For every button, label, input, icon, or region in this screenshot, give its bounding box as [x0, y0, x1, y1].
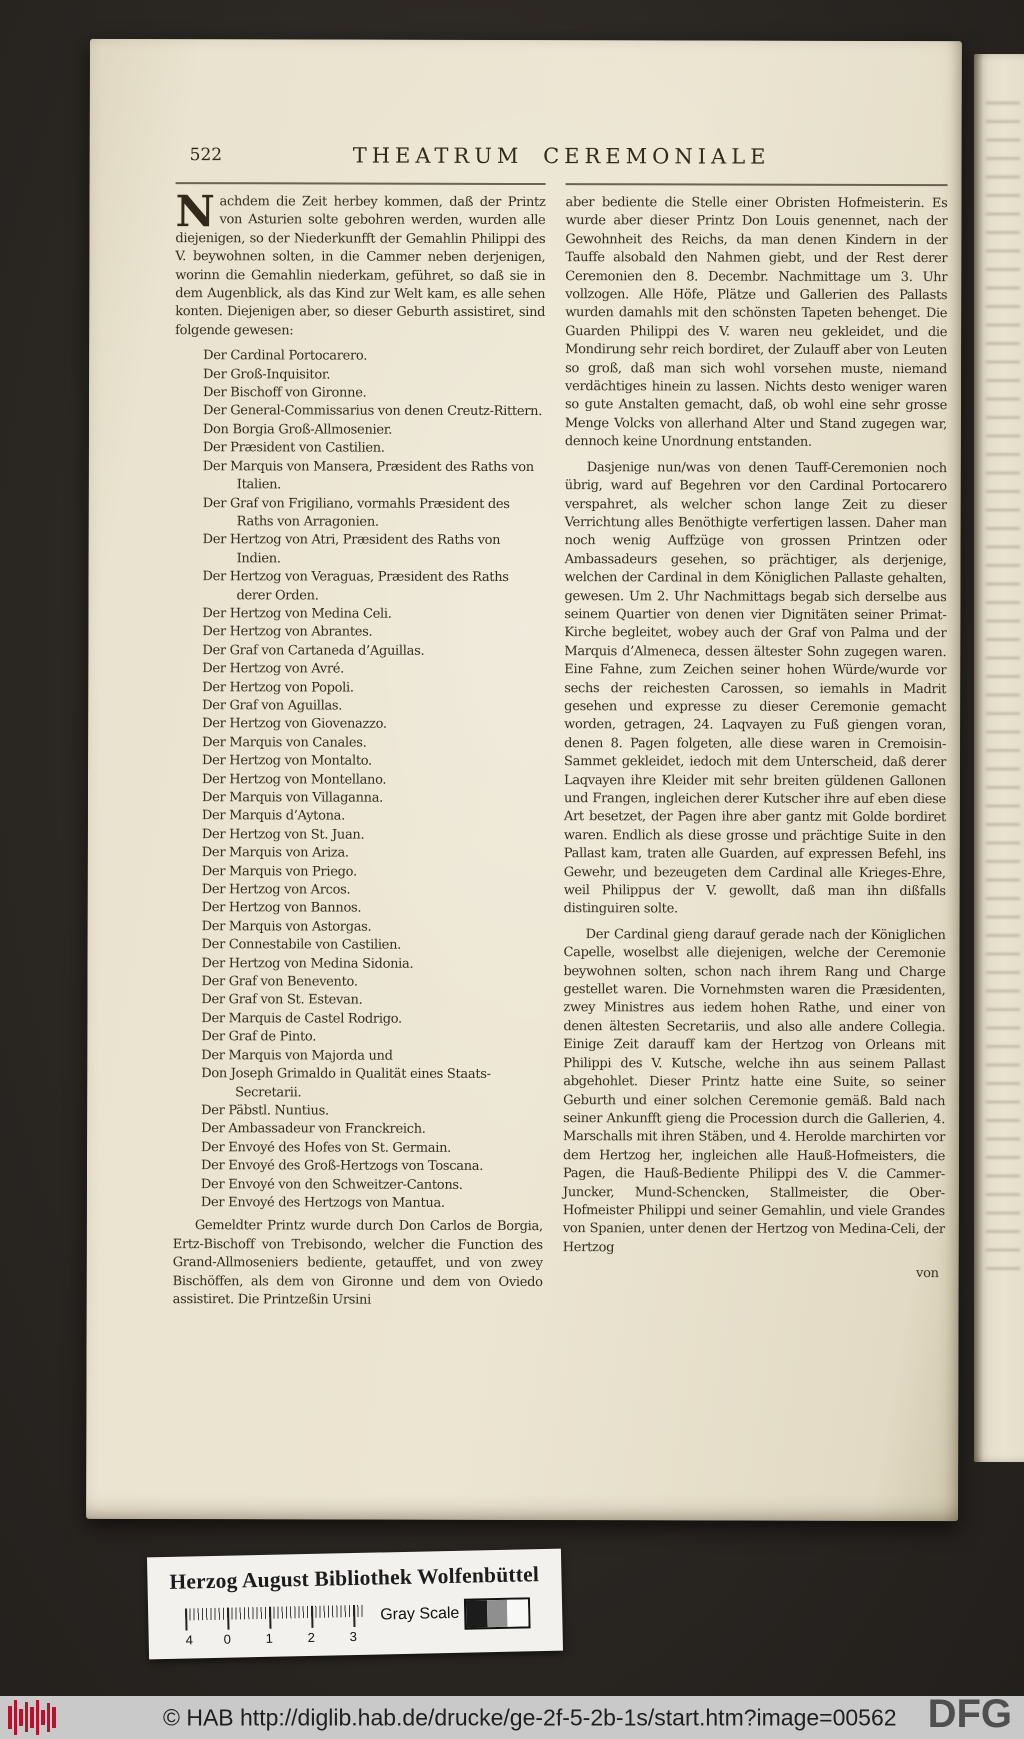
left-column — [172, 187, 546, 1317]
dignitary-line: Der Envoyé des Hofes von St. Germain. — [201, 1139, 452, 1156]
right-paragraph-1: aber bediente die Stelle einer Obristen Hofmeisterin. Es wurde aber dieser Printz Don Louis genennet, nach der Gewohnheit des Reichs, da man denen Kindern in der Tauffe alsobald den Nahmen giebt, und der Rest derer Ceremonien den 8. Decembr. Nachmittage um 3. Uhr vollzogen. Alle Höfe, Plätze und Gallerien des Pallasts wurden damahls mit den schönsten Tapeten behenget. Die Guarden Philippi des V. waren neu gekleidet, und die Mondirung sehr reich bordiret, der Zulauff aber von Leuten so groß, daß man sich wohl vorsehen muste, niemand verdächtiges hinein zu lassen. Nichts desto weniger waren so gute Anstalten gemacht, daß, ob wohl eine sehr grosse Menge Volcks von allerhand Alter und Stand zugegen war, dennoch keine Unordnung entstanden. — [564, 195, 948, 451]
dignitary-line: Der Graf von Benevento. — [201, 974, 358, 990]
dignitary-line: Der Hertzog von Veraguas, Præsident des Raths derer Orden. — [202, 569, 509, 603]
dignitary-line: Der Graf von Cartaneda d’Aguillas. — [202, 642, 425, 659]
dignitary-line: Der Graf von Frigiliano, vormahls Præsident des Raths von Arragonien. — [202, 495, 510, 530]
dignitary-line: Der Marquis von Ariza. — [201, 845, 349, 861]
dignitary-line: Der Hertzog von Montalto. — [202, 753, 372, 769]
dignitary-line: Der Hertzog von Bannos. — [201, 900, 362, 917]
left-paragraph-1-text: achdem die Zeit herbey kommen, daß der Printz von Asturien solte gebohren werden, wurden alle diejenigen, so der Niederkunfft der Gemahlin Philippi des V. beywohnen solten, in die Cammer neben derjenigen, worinn die Gemahlin niederkam, geführet, so daß sie in dem Augenblick, als das Kind zur Welt kam, es alle sehen konten. Diejenigen aber, so dieser Geburth assistiret, sind folgende gewesen: — [175, 194, 546, 339]
ruler-major-tick — [185, 1609, 187, 1631]
ruler-number: 1 — [265, 1630, 274, 1646]
dignitary-line: Der Præsident von Castilien. — [202, 440, 385, 456]
catchword: von — [916, 1266, 939, 1282]
dignitary-line: Der Hertzog von Arcos. — [201, 882, 351, 898]
gray-scale-patch-gray — [487, 1600, 508, 1627]
page-title: THEATRUM CEREMONIALE — [352, 143, 771, 169]
dfg-logo: DFG — [927, 1692, 1012, 1736]
gray-scale-patch-white — [507, 1599, 528, 1626]
ruler-number: 2 — [307, 1629, 316, 1645]
ruler-number: 3 — [349, 1628, 358, 1645]
dignitary-line: Don Joseph Grimaldo in Qualität eines Staats-Secretarii. — [201, 1066, 491, 1100]
dignitary-line: Der Hertzog von Avré. — [202, 661, 344, 677]
page-content-area — [86, 39, 962, 1521]
dignitary-line: Der Graf von Aguillas. — [202, 698, 343, 714]
dignitaries-list — [173, 347, 545, 1213]
drop-cap-initial: N — [175, 187, 215, 238]
dignitary-line: Der Graf von St. Estevan. — [201, 992, 363, 1009]
dignitary-line: Der Connestabile von Castilien. — [201, 937, 402, 953]
dignitary-line: Der Marquis von Canales. — [202, 734, 367, 751]
dignitary-line: Don Borgia Groß-Allmosenier. — [202, 422, 393, 438]
left-paragraph-1 — [175, 187, 546, 341]
dignitary-line: Der Päbstl. Nuntius. — [201, 1103, 329, 1119]
dignitary-line: Der Bischoff von Gironne. — [202, 385, 367, 401]
dignitary-line: Der Hertzog von Popoli. — [202, 679, 354, 696]
dignitary-line: Der Marquis von Majorda und — [201, 1047, 393, 1064]
dignitary-line: Der Hertzog von Giovenazzo. — [202, 716, 387, 733]
dignitary-line: Der Marquis d’Aytona. — [201, 808, 345, 824]
page-number: 522 — [189, 145, 223, 166]
dignitary-line: Der Envoyé von den Schweitzer-Cantons. — [200, 1176, 463, 1193]
dignitary-line: Der Cardinal Portocarero. — [203, 348, 368, 364]
scanned-book-page — [86, 39, 962, 1521]
ruler-major-tick — [353, 1605, 355, 1627]
right-paragraph-3: Der Cardinal gieng darauf gerade nach der Königlichen Capelle, woselbst alle diejenigen, welche der Ceremonie beywohnen solten, schon nach ihrem Rang und Charge gestellet waren. Die Vornehmsten waren die Præsidenten, zwey Ministres aus iedem hohen Rathe, und einer von denen ältesten Secretariis, und also alle andere Collegia. Einige Zeit darauff kam der Hertzog von Orleans mit Philippi des V. Kutsche, welche ihn aus seinem Pallast abgehohlet. Dieser Printz hatte eine Suite, so seiner Geburth und einer solchen Ceremonie gemäß. Bald nach seiner Ankunfft gieng die Procession durch die Gallerien, 4. Marschalls mit ihren Stäben, und 4. Herolde marchirten vor dem Hertzog her, ingleichen alle Hauß-Hofmeisters, die Pagen, die Hauß-Bediente Philippi des V. die Cammer-Juncker, Mund-Schencken, Stallmeister, die Ober-Hofmeister Philippi und seiner Gemahlin, und viele Grandes von Spanien, unter denen der Hertzog von Medina-Celi, der Hertzog — [562, 927, 946, 1255]
hab-barcode-icon — [6, 1699, 58, 1736]
header-rule-right — [566, 183, 948, 186]
ruler-minor-ticks — [185, 1605, 363, 1621]
dignitary-line: Der Hertzog von Abrantes. — [202, 624, 373, 640]
facing-page-faint-text — [986, 102, 1020, 1282]
ruler-major-tick — [227, 1608, 229, 1630]
text-columns — [172, 187, 948, 1318]
dignitary-line: Der Marquis von Villaganna. — [201, 790, 384, 806]
dignitary-line: Der Groß-Inquisitor. — [203, 366, 331, 383]
dignitary-line: Der Envoyé des Groß-Hertzogs von Toscana. — [200, 1158, 484, 1175]
dignitary-line: Der Hertzog von Montellano. — [201, 771, 387, 788]
page-header — [176, 139, 948, 177]
header-rule-left — [176, 182, 546, 185]
centimeter-ruler — [185, 1605, 372, 1649]
ruler-number: 4 — [185, 1632, 194, 1648]
dignitary-line: Der Hertzog von Atri, Præsident des Raths von Indien. — [202, 532, 501, 567]
gray-scale-patches — [464, 1597, 531, 1629]
ruler-number: 0 — [223, 1631, 232, 1647]
dignitary-line: Der Marquis de Castel Rodrigo. — [201, 1011, 402, 1027]
dignitary-line: Der Hertzog von Medina Celi. — [202, 606, 392, 622]
dignitary-line: Der Marquis von Astorgas. — [201, 919, 372, 935]
ruler-major-tick — [311, 1606, 313, 1628]
dignitary-line: Der Marquis von Mansera, Præsident des Raths von Italien. — [202, 458, 534, 493]
dignitary-line: Der Graf de Pinto. — [201, 1029, 317, 1045]
dignitary-line: Der Marquis von Priego. — [201, 863, 357, 880]
right-paragraph-2: Dasjenige nun/was von denen Tauff-Ceremonien noch übrig, ward auf Begehren vor den Cardinal Portocarero verspahret, als welcher schon lange Zeit zu dieser Verrichtung alles Benöthigte verfertigen lassen. Daher man noch wenig Auffzüge von grossen Printzen oder Ambassadeurs gesehen, so prächtiger, als derjenige, welchen der Cardinal in dem Königlichen Pallaste gehalten, gewesen. Um 2. Uhr Nachmittags begab sich derselbe aus seinem Quartier von denen vier Dignitäten seiner Primat-Kirche begleitet, wobey auch der Graf von Palma und der Marquis d’Almeneca, dessen ältester Sohn zugegen waren. Eine Fahne, zum Zeichen seiner hohen Würde/wurde vor sechs der reichesten Carossen, so iemahls in Madrit gesehen und expresse zu dieser Ceremonie gemacht worden, getragen, 24. Laqvayen zu Fuß giengen voran, denen 8. Pagen folgeten, alle diese waren in Cremoisin-Sammet gekleidet, iedoch mit dem Unterscheid, daß derer Laqvayen ihre Kleider mit sehr breiten güldenen Gallonen und Frangen, ingleichen derer Kutscher ihre auf eben diese Art besetzet, der Pagen ihre aber gantz mit Golde bordiret waren. Endlich als diese grosse und prächtige Suite in den Pallast kam, traten alle Guarden, auf expressen Befehl, ins Gewehr, und bezeugeten dem Cardinal alle Krieges-Ehre, weil Philippus der V. gewollt, daß man ihn dißfalls distinguiren solte. — [563, 459, 947, 917]
dignitary-line: Der Ambassadeur von Franckreich. — [201, 1121, 426, 1138]
dignitary-line: Der Envoyé des Hertzogs von Mantua. — [200, 1195, 445, 1211]
right-column — [563, 194, 948, 1318]
source-url-text: © HAB http://diglib.hab.de/drucke/ge-2f-5-2b-1s/start.htm?image=00562 — [163, 1704, 897, 1730]
dignitary-line: Der Hertzog von Medina Sidonia. — [201, 955, 414, 972]
gray-scale-patch-black — [466, 1600, 487, 1627]
gray-scale-label: Gray Scale — [380, 1604, 460, 1624]
dignitary-line: Der Hertzog von St. Juan. — [201, 826, 365, 843]
facing-page-edge — [974, 54, 1024, 1462]
library-label-sticker — [147, 1549, 563, 1660]
header-rules — [176, 182, 948, 186]
left-paragraph-2: Gemeldter Printz wurde durch Don Carlos de Borgia, Ertz-Bischoff von Trebisondo, welcher die Function des Grand-Allmoseniers bediente, getauffet, und von zwey Bischöffen, als dem von Gironne und dem von Oviedo assistiret. Die Printzeßin Ursini — [172, 1218, 543, 1308]
dignitary-line: Der General-Commissarius von denen Creutz-Rittern. — [202, 403, 543, 420]
ruler-major-tick — [269, 1607, 271, 1629]
footer-bar — [0, 1692, 1024, 1739]
library-name: Herzog August Bibliothek Wolfenbüttel — [169, 1562, 540, 1594]
